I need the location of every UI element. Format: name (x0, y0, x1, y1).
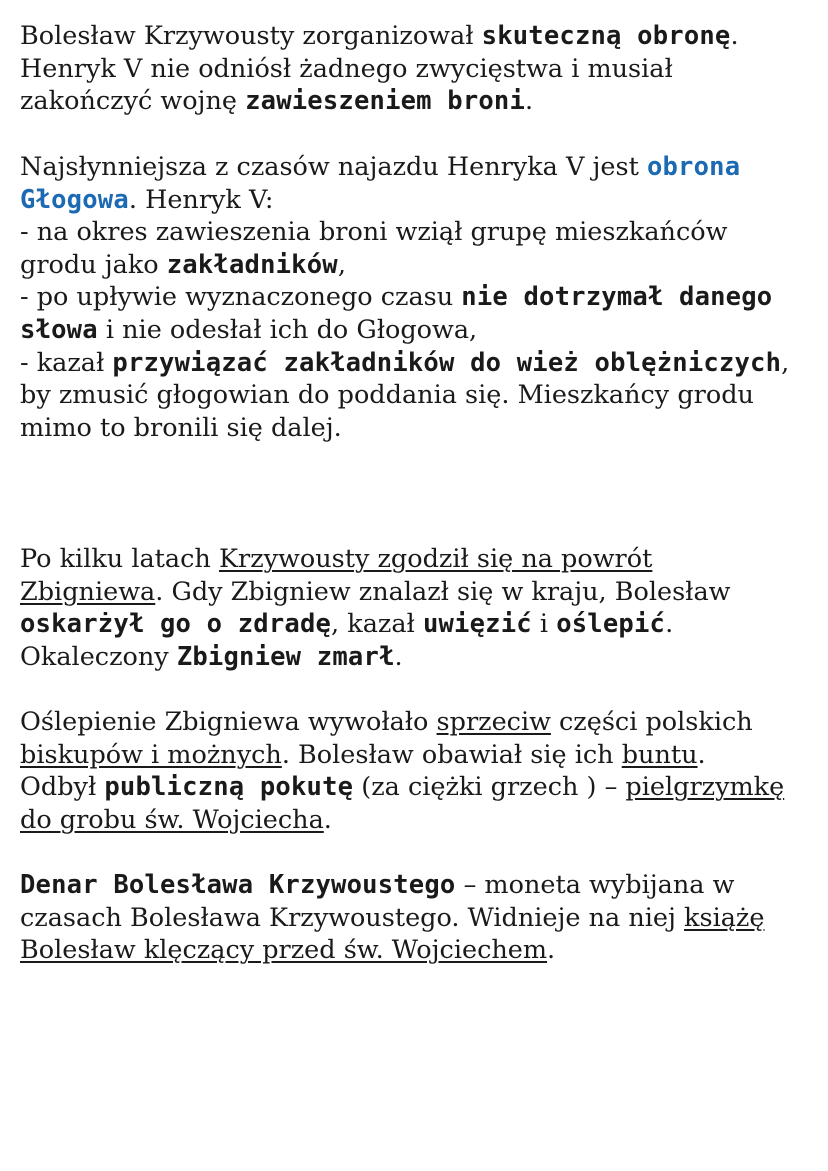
text-line: czasach Bolesława Krzywoustego. Widnieje na niej książę (20, 902, 765, 933)
text-line: Głogowa. Henryk V: (20, 184, 274, 215)
text-line: Po kilku latach Krzywousty zgodził się na powrót (20, 544, 653, 574)
underlined-phrase: do grobu św. Wojciecha (20, 804, 324, 835)
text-line: mimo to bronili się dalej. (20, 412, 342, 443)
bold-phrase: zawieszeniem broni (245, 86, 526, 117)
bold-phrase: przywiązać zakładników do wież oblężniczych (112, 347, 782, 378)
bold-phrase: Denar Bolesława Krzywoustego (20, 870, 456, 900)
underlined-phrase: buntu (621, 739, 698, 770)
bold-phrase: zakładników (166, 249, 338, 280)
bold-phrase: oskarżył go o zdradę (20, 609, 332, 640)
text-line: Bolesław Krzywousty zorganizował skuteczną obronę. (20, 21, 739, 51)
text-line: Odbył publiczną pokutę (za ciężki grzech ) – pielgrzymkę (20, 772, 785, 803)
underlined-phrase: biskupów i możnych (20, 739, 282, 770)
paragraph-glogow (20, 151, 815, 444)
bold-phrase: skuteczną obronę (481, 21, 731, 51)
bold-phrase: słowa (20, 314, 98, 345)
paragraph-defense (20, 20, 815, 118)
underlined-phrase: książę (684, 902, 765, 933)
text-line: grodu jako zakładników, (20, 249, 346, 280)
text-line: zakończyć wojnę zawieszeniem broni. (20, 86, 534, 117)
underlined-phrase: Zbigniewa (20, 576, 156, 607)
underlined-phrase: pielgrzymkę (625, 772, 785, 803)
underlined-phrase: Krzywousty zgodził się na powrót (218, 544, 653, 574)
underlined-phrase: sprzeciw (436, 707, 551, 737)
bold-phrase: uwięzić (422, 609, 532, 640)
bold-phrase: oślepić (556, 609, 666, 640)
text-line: Okaleczony Zbigniew zmarł. (20, 641, 403, 672)
bold-phrase: Zbigniew zmarł (176, 641, 395, 672)
text-line: Henryk V nie odniósł żadnego zwycięstwa i musiał (20, 53, 673, 84)
text-line: Zbigniewa. Gdy Zbigniew znalazł się w kraju, Bolesław (20, 576, 731, 607)
paragraph-denar (20, 869, 815, 967)
text-line: by zmusić głogowian do poddania się. Mieszkańcy grodu (20, 380, 754, 411)
paragraph-penance (20, 706, 815, 836)
highlight-phrase: Głogowa (20, 184, 129, 215)
text-line: biskupów i możnych. Bolesław obawiał się ich buntu. (20, 739, 706, 770)
text-line: Najsłynniejsza z czasów najazdu Henryka V jest obrona (20, 152, 741, 182)
text-line: słowa i nie odesłał ich do Głogowa, (20, 314, 478, 345)
highlight-phrase: obrona (646, 152, 741, 182)
underlined-phrase: Bolesław klęczący przed św. Wojciechem (20, 935, 548, 966)
list-item: - po upływie wyznaczonego czasu nie dotrzymał danego (20, 282, 773, 313)
paragraph-zbigniew (20, 543, 815, 673)
text-line: Oślepienie Zbigniewa wywołało sprzeciw części polskich (20, 707, 753, 737)
bold-phrase: nie dotrzymał danego (461, 282, 773, 313)
list-item: - kazał przywiązać zakładników do wież oblężniczych, (20, 347, 790, 378)
text-line: Bolesław klęczący przed św. Wojciechem. (20, 935, 556, 966)
text-line: do grobu św. Wojciecha. (20, 804, 332, 835)
text-line: Denar Bolesława Krzywoustego – moneta wybijana w (20, 870, 735, 900)
text-line: oskarżył go o zdradę, kazał uwięzić i oślepić. (20, 609, 674, 640)
bold-phrase: publiczną pokutę (104, 772, 354, 803)
list-item: - na okres zawieszenia broni wziął grupę mieszkańców (20, 217, 728, 248)
